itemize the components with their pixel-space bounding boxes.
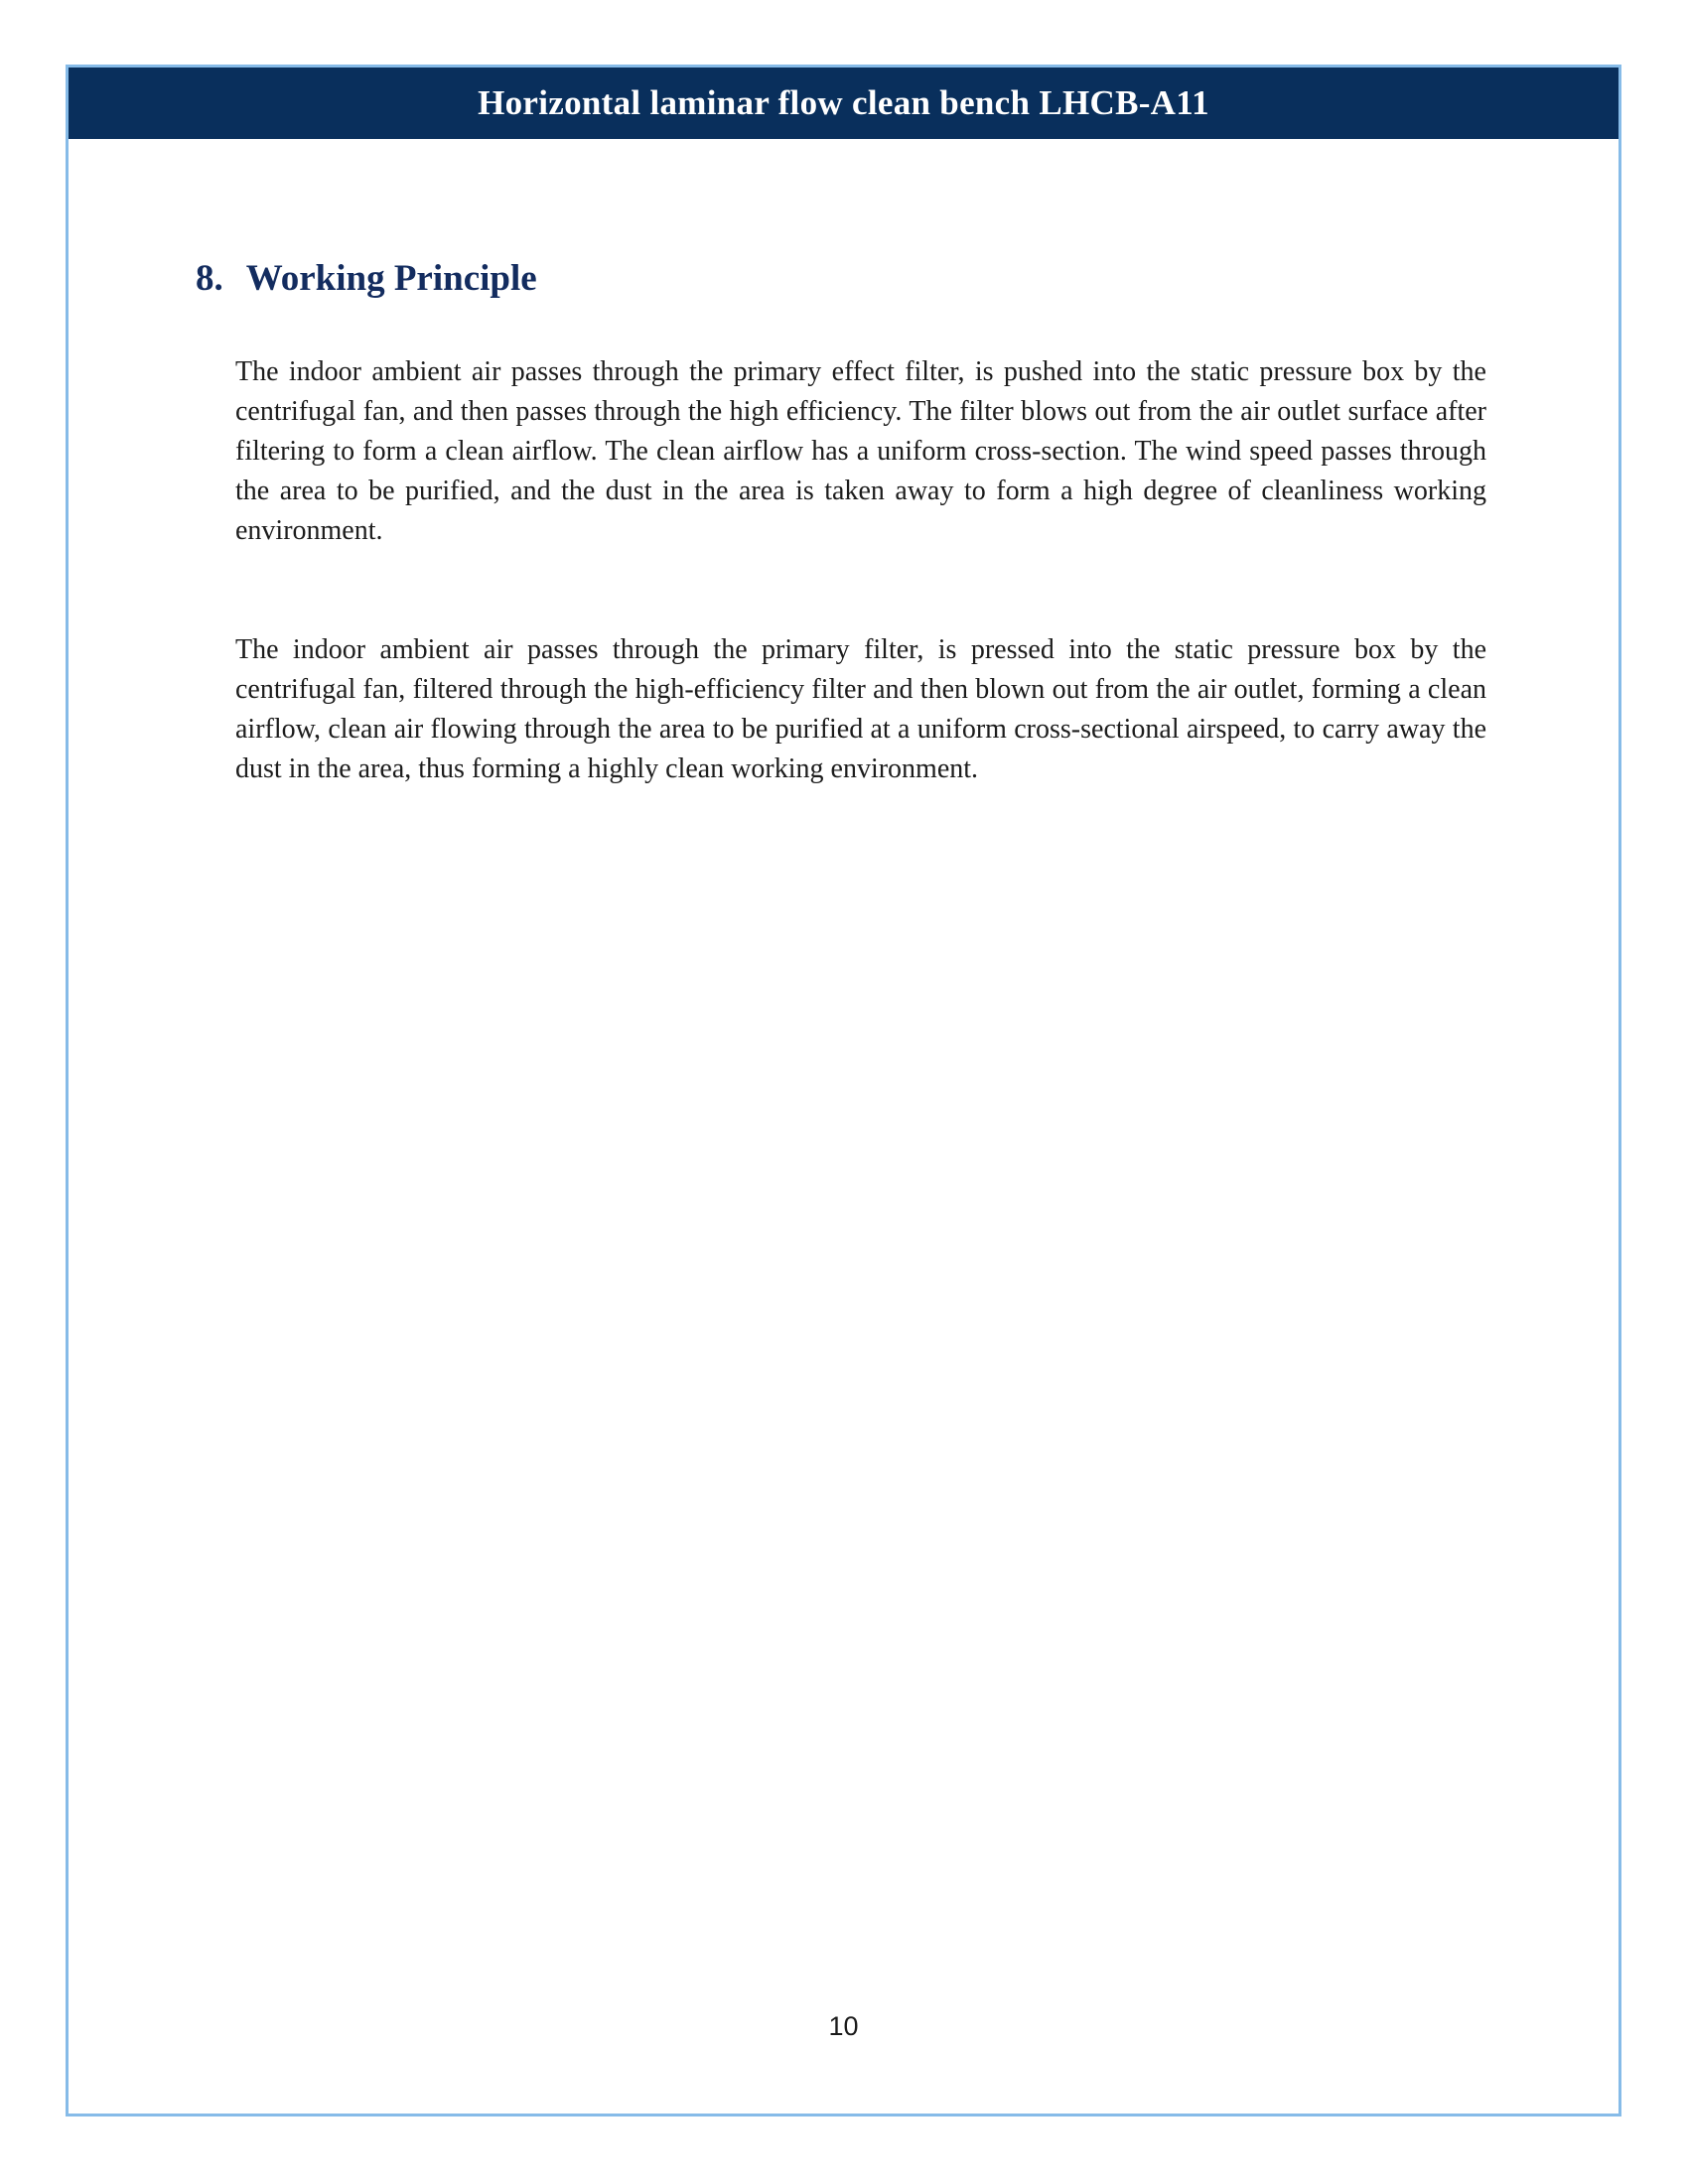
page-footer [66, 2011, 1621, 2042]
body-paragraph-1: The indoor ambient air passes through the primary effect filter, is pushed into the static pressure box by the centrifugal fan, and then passes through the high efficiency. The filter blows out from the air outlet surface after filtering to form a clean airflow. The clean airflow has a uniform cross-section. The wind speed passes through the area to be purified, and the dust in the area is taken away to form a high degree of cleanliness working environment. [235, 356, 1486, 546]
body-paragraph-2: The indoor ambient air passes through the primary filter, is pressed into the static pressure box by the centrifugal fan, filtered through the high-efficiency filter and then blown out from the air outlet, forming a clean airflow, clean air flowing through the area to be purified at a uniform cross-sectional airspeed, to carry away the dust in the area, thus forming a highly clean working environment. [235, 634, 1486, 784]
document-header-bar [69, 68, 1618, 139]
section-title: Working Principle [245, 258, 537, 299]
section-heading [196, 256, 537, 302]
document-title: Horizontal laminar flow clean bench LHCB-A11 [478, 83, 1209, 122]
section-number: 8. [196, 258, 223, 299]
page-number: 10 [828, 2011, 859, 2041]
